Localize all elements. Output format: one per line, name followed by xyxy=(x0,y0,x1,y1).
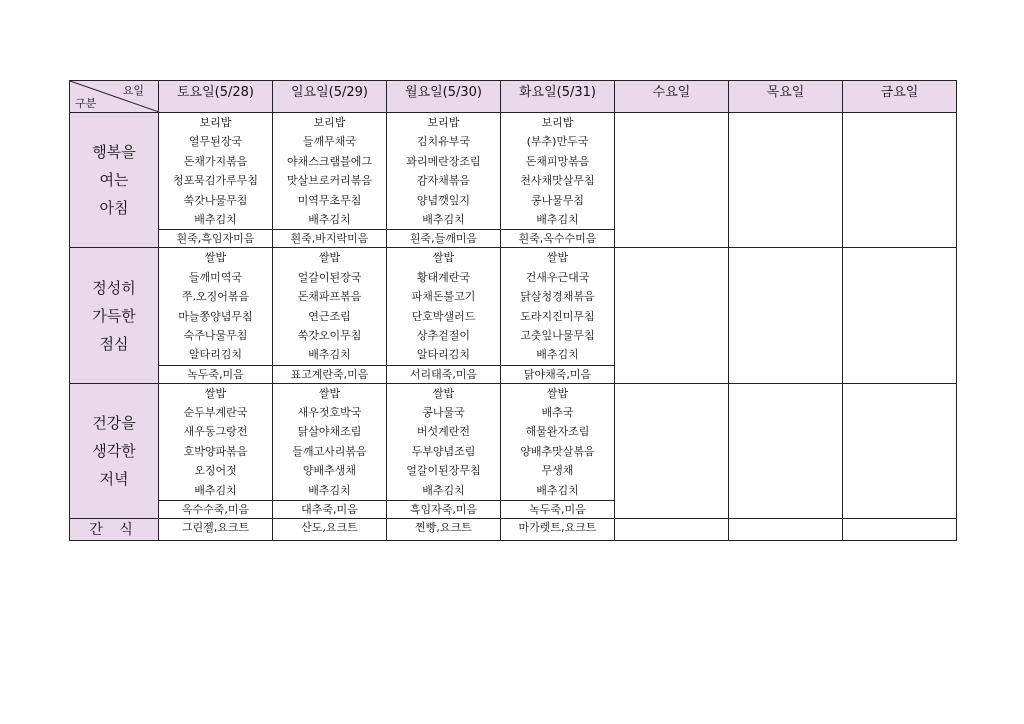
lunch-cell-tue xyxy=(501,248,615,365)
dish-item: 무생채 xyxy=(541,464,574,478)
dish-item: 숙주나물무침 xyxy=(183,328,248,342)
snack-thu xyxy=(729,519,843,541)
breakfast-cell-thu xyxy=(729,113,843,248)
dish-item: 쌀밥 xyxy=(432,251,455,265)
weekly-meal-table xyxy=(69,80,957,541)
dish-item: 배추김치 xyxy=(194,483,237,497)
dinner-cell-wed xyxy=(615,383,729,518)
snack-row xyxy=(70,519,957,541)
dinner-label-line3: 저녁 xyxy=(99,469,129,488)
dish-item: 황태계란국 xyxy=(416,270,471,284)
dinner-porridge-sat: 옥수수죽,미음 xyxy=(159,501,273,519)
lunch-porridge-sat: 녹두죽,미음 xyxy=(159,365,273,383)
lunch-cell-wed xyxy=(615,248,729,383)
dish-item: 건새우근대국 xyxy=(525,270,590,284)
dish-item: 양배추맛살볶음 xyxy=(520,444,595,458)
dish-item: 들깨고사리볶음 xyxy=(292,444,367,458)
dinner-label-line2: 생각한 xyxy=(92,441,136,460)
dinner-cell-tue xyxy=(501,383,615,500)
lunch-cell-sun xyxy=(273,248,387,365)
day-header-thu: 목요일 xyxy=(729,81,843,113)
breakfast-cell-wed xyxy=(615,113,729,248)
dish-item: 배추김치 xyxy=(536,483,579,497)
dish-item: 고춧잎나물무침 xyxy=(520,328,595,342)
dish-item: 김치유부국 xyxy=(416,135,471,149)
lunch-label xyxy=(70,248,159,383)
dish-item: 호박양파볶음 xyxy=(183,444,248,458)
dish-item: 쌀밥 xyxy=(546,386,569,400)
day-header-sat: 토요일(5/28) xyxy=(159,81,273,113)
dinner-porridge-sun: 대추죽,미음 xyxy=(273,501,387,519)
breakfast-label-line3: 아침 xyxy=(99,199,129,218)
dish-item: 야채스크램블에그 xyxy=(286,154,372,168)
dinner-label-line1: 건강을 xyxy=(92,413,136,432)
snack-sat: 그린젤,요크트 xyxy=(159,519,273,541)
dish-item: 얼갈이된장무침 xyxy=(406,464,481,478)
dish-item: 감자채볶음 xyxy=(416,174,471,188)
dish-item: 배추김치 xyxy=(308,348,351,362)
dish-item: 쌀밥 xyxy=(204,251,227,265)
lunch-cell-sat xyxy=(159,248,273,365)
dish-item: 닭살청경채볶음 xyxy=(520,290,595,304)
breakfast-label xyxy=(70,113,159,248)
dish-item: 보리밥 xyxy=(199,116,232,129)
dish-item: (부추)만두국 xyxy=(526,135,589,149)
dish-item: 맛살브로커리볶음 xyxy=(286,174,372,188)
dish-item: 닭살야채조림 xyxy=(297,425,362,439)
dinner-cell-fri xyxy=(843,383,957,518)
dish-item: 보리밥 xyxy=(427,116,460,129)
lunch-cell-fri xyxy=(843,248,957,383)
breakfast-cell-sun xyxy=(273,113,387,230)
dish-item: 쌀밥 xyxy=(204,386,227,400)
breakfast-label-line1: 행복을 xyxy=(92,143,136,162)
dinner-cell-thu xyxy=(729,383,843,518)
lunch-porridge-mon: 서리태죽,미음 xyxy=(387,365,501,383)
lunch-label-line3: 점심 xyxy=(99,334,129,353)
dish-item: 마늘쫑양념무침 xyxy=(178,309,253,323)
corner-header-cell xyxy=(70,81,159,113)
dish-item: 해물완자조림 xyxy=(525,425,590,439)
dish-item: 단호박샐러드 xyxy=(411,309,476,323)
dish-item: 청포묵김가루무침 xyxy=(172,174,258,188)
day-header-sun: 일요일(5/29) xyxy=(273,81,387,113)
dish-item: 배추김치 xyxy=(536,212,579,226)
lunch-porridge-tue: 닭야채죽,미음 xyxy=(501,365,615,383)
dinner-porridge-mon: 흑임자죽,미음 xyxy=(387,501,501,519)
dish-item: 새우젓호박국 xyxy=(297,406,362,420)
dinner-cell-mon xyxy=(387,383,501,500)
dish-item: 쌀밥 xyxy=(318,251,341,265)
lunch-label-line1: 정성히 xyxy=(92,278,136,297)
snack-tue: 마가렛트,요크트 xyxy=(501,519,615,541)
dish-item: 쑥갓나물무침 xyxy=(183,193,248,207)
dish-item: 버섯계란전 xyxy=(416,425,471,439)
breakfast-cell-mon xyxy=(387,113,501,230)
dish-item: 콩나물국 xyxy=(422,406,465,420)
dish-item: 돈채피망볶음 xyxy=(525,154,590,168)
corner-category-label: 구분 xyxy=(75,97,97,110)
dish-item: 천사채맛살무침 xyxy=(520,174,595,188)
dish-item: 새우동그랑전 xyxy=(183,425,248,439)
dish-item: 쭈.오징어볶음 xyxy=(181,290,250,304)
dish-item: 쑥갓오이무침 xyxy=(297,328,362,342)
breakfast-row xyxy=(70,113,957,230)
dish-item: 보리밥 xyxy=(313,116,346,129)
dinner-label xyxy=(70,383,159,518)
dinner-cell-sun xyxy=(273,383,387,500)
dish-item: 배추김치 xyxy=(194,212,237,226)
dish-item: 쌀밥 xyxy=(546,251,569,265)
dish-item: 쌀밥 xyxy=(318,386,341,400)
dinner-cell-sat xyxy=(159,383,273,500)
dish-item: 얼갈이된장국 xyxy=(297,270,362,284)
dish-item: 보리밥 xyxy=(541,116,574,129)
breakfast-porridge-tue: 흰죽,옥수수미음 xyxy=(501,230,615,248)
dish-item: 꽈리메란장조림 xyxy=(406,154,481,168)
dish-item: 두부양념조림 xyxy=(411,444,476,458)
dish-item: 상추겉절이 xyxy=(416,328,471,342)
dish-item: 콩나물무침 xyxy=(530,193,585,207)
breakfast-cell-sat xyxy=(159,113,273,230)
lunch-cell-mon xyxy=(387,248,501,365)
corner-day-label: 요일 xyxy=(122,84,144,97)
dish-item: 오징어젓 xyxy=(194,464,237,478)
dish-item: 돈채파프볶음 xyxy=(297,290,362,304)
snack-wed xyxy=(615,519,729,541)
dish-item: 배추김치 xyxy=(308,483,351,497)
dish-item: 배추김치 xyxy=(422,483,465,497)
dish-item: 양념깻잎지 xyxy=(416,193,471,207)
day-header-tue: 화요일(5/31) xyxy=(501,81,615,113)
snack-mon: 찐빵,요크트 xyxy=(387,519,501,541)
day-header-fri: 금요일 xyxy=(843,81,957,113)
dish-item: 미역무초무침 xyxy=(297,193,362,207)
breakfast-cell-fri xyxy=(843,113,957,248)
dish-item: 양배추생채 xyxy=(302,464,357,478)
breakfast-porridge-sun: 흰죽,바지락미음 xyxy=(273,230,387,248)
dish-item: 배추김치 xyxy=(308,212,351,226)
dinner-row xyxy=(70,383,957,500)
dinner-porridge-tue: 녹두죽,미음 xyxy=(501,501,615,519)
dish-item: 열무된장국 xyxy=(188,135,243,149)
header-row xyxy=(70,81,957,113)
breakfast-label-line2: 여는 xyxy=(99,171,129,190)
dish-item: 연근조림 xyxy=(308,309,351,323)
day-header-mon: 월요일(5/30) xyxy=(387,81,501,113)
dish-item: 파채돈불고기 xyxy=(411,290,476,304)
lunch-row xyxy=(70,248,957,365)
snack-label: 간 식 xyxy=(70,519,159,541)
dish-item: 돈채가지볶음 xyxy=(183,154,248,168)
lunch-porridge-sun: 표고계란죽,미음 xyxy=(273,365,387,383)
dish-item: 도라지진미무침 xyxy=(520,309,595,323)
breakfast-porridge-mon: 흰죽,들깨미음 xyxy=(387,230,501,248)
lunch-label-line2: 가득한 xyxy=(92,306,136,325)
snack-sun: 산도,요크트 xyxy=(273,519,387,541)
breakfast-cell-tue xyxy=(501,113,615,230)
dish-item: 들깨무채국 xyxy=(302,135,357,149)
dish-item: 배추김치 xyxy=(536,348,579,362)
dish-item: 쌀밥 xyxy=(432,386,455,400)
lunch-cell-thu xyxy=(729,248,843,383)
dish-item: 배추김치 xyxy=(422,212,465,226)
dish-item: 알타리김치 xyxy=(188,348,243,362)
breakfast-porridge-sat: 흰죽,흑임자미음 xyxy=(159,230,273,248)
dish-item: 순두부계란국 xyxy=(183,406,248,420)
dish-item: 배추국 xyxy=(541,406,574,420)
dish-item: 알타리김치 xyxy=(416,348,471,362)
dish-item: 들깨미역국 xyxy=(188,270,243,284)
day-header-wed: 수요일 xyxy=(615,81,729,113)
snack-fri xyxy=(843,519,957,541)
